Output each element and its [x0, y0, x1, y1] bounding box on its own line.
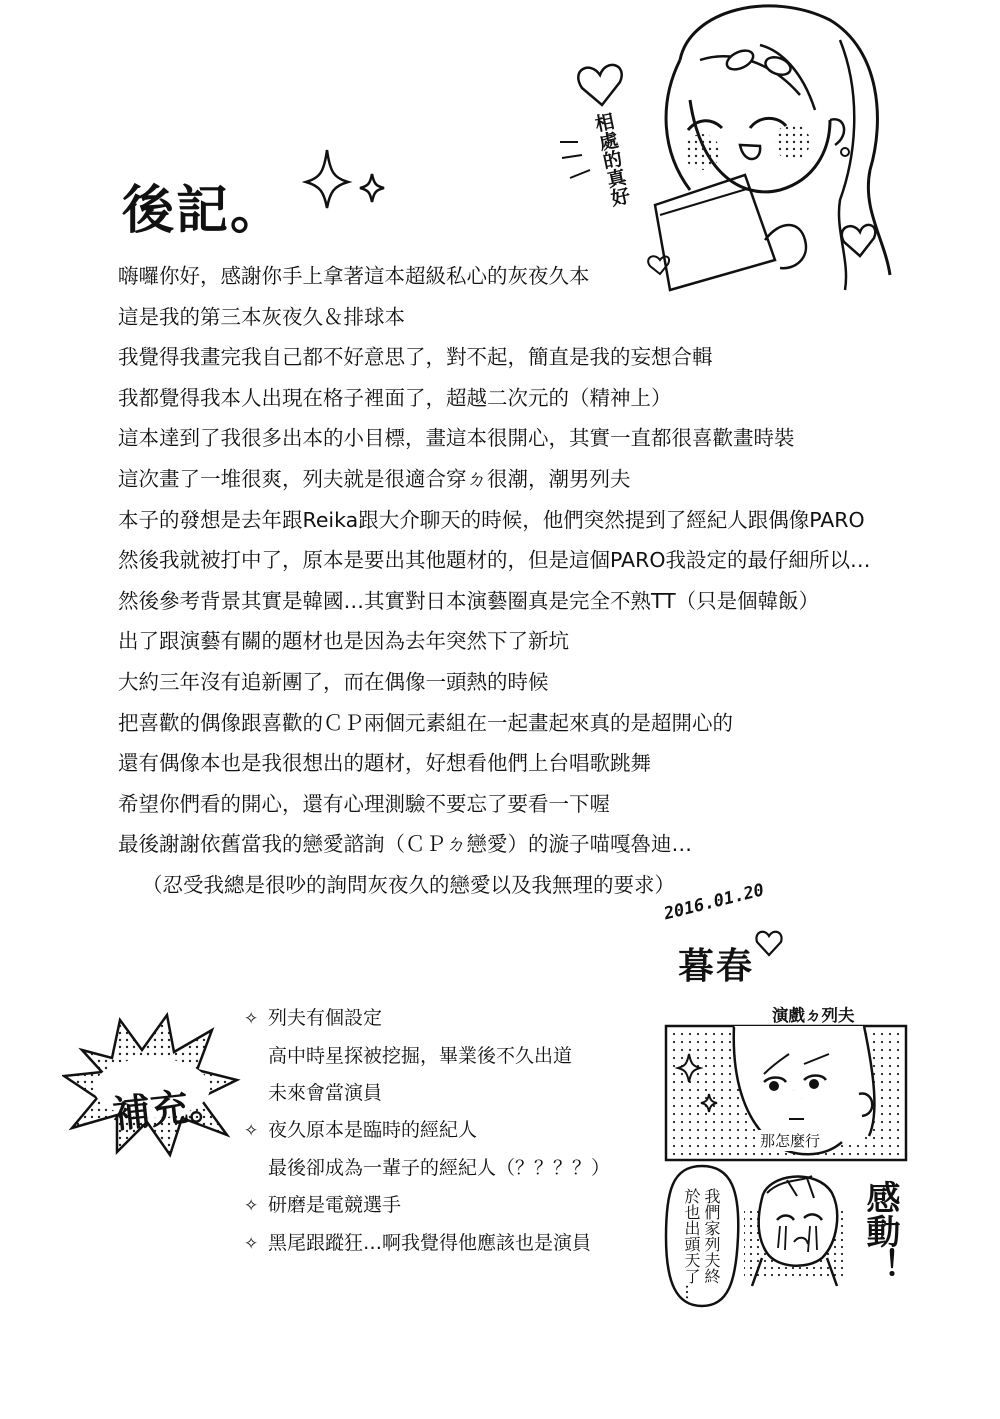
sparkle-icon [302, 142, 392, 212]
note-item: ✧ 夜久原本是臨時的經紀人 [244, 1112, 664, 1150]
afterword-line: 本子的發想是去年跟Reika跟大介聊天的時候，他們突然提到了經紀人跟偶像PARO [118, 507, 865, 532]
panel-caption: 那怎麼行 [760, 1132, 821, 1150]
page-title: 後記。 [122, 180, 285, 241]
shout-text: 感動！ [860, 1180, 900, 1282]
note-item: 最後卻成為一輩子的經紀人（？？？？） [268, 1157, 611, 1179]
bubble-text-left: 於也出頭天了… [682, 1188, 701, 1300]
note-item: ✧ 研磨是電競選手 [244, 1187, 664, 1225]
afterword-line: 然後我就被打中了，原本是要出其他題材的，但是這個PARO我設定的最仔細所以… [118, 548, 871, 573]
note-item: 高中時星探被挖掘，畢業後不久出道 [268, 1045, 573, 1067]
afterword-line: 嗨囉你好，感謝你手上拿著這本超級私心的灰夜久本 [118, 264, 590, 288]
panel-title: 演戲ㄉ列夫 [772, 1006, 855, 1025]
note-item: 未來會當演員 [268, 1082, 383, 1104]
afterword-line: 出了跟演藝有關的題材也是因為去年突然下了新坑 [118, 629, 569, 654]
afterword-body [118, 256, 871, 906]
afterword-line: 大約三年沒有追新團了，而在偶像一頭熱的時候 [118, 669, 549, 694]
afterword-line: 最後謝謝依舊當我的戀愛諮詢（ＣＰㄉ戀愛）的漩子喵嘎魯迪… [118, 832, 692, 857]
note-item: ✧ 黑尾跟蹤狂…啊我覺得他應該也是演員 [244, 1225, 664, 1263]
supplement-notes [244, 1000, 664, 1263]
sparkle-bullet-icon: ✧ [244, 1009, 259, 1029]
heart-icon [752, 928, 786, 958]
speech-text-vertical: 相處的真好 [590, 110, 632, 209]
supplement-label: 補充。 [110, 1080, 229, 1137]
afterword-line: 這是我的第三本灰夜久＆排球本 [118, 304, 405, 329]
crying-character-illustration [742, 1168, 852, 1288]
sparkle-bullet-icon: ✧ [244, 1196, 259, 1216]
sparkle-bullet-icon: ✧ [244, 1234, 259, 1254]
afterword-line: 這本達到了我很多出本的小目標，畫這本很開心，其實一直都很喜歡畫時裝 [118, 426, 795, 451]
date: 2016.01.20 [662, 880, 767, 925]
afterword-line: 把喜歡的偶像跟喜歡的ＣＰ兩個元素組在一起畫起來真的是超開心的 [118, 710, 733, 735]
afterword-line: 我覺得我畫完我自己都不好意思了，對不起，簡直是我的妄想合輯 [118, 345, 713, 370]
signature: 暮春 [678, 945, 755, 987]
note-item: ✧ 列夫有個設定 [244, 1000, 664, 1038]
afterword-line: 希望你們看的開心，還有心理測驗不要忘了要看一下喔 [118, 791, 610, 816]
afterword-line: 這次畫了一堆很爽，列夫就是很適合穿ㄉ很潮，潮男列夫 [118, 466, 631, 491]
girl-reading-illustration [540, 0, 900, 300]
afterword-line: （忍受我總是很吵的詢問灰夜久的戀愛以及我無理的要求） [142, 872, 675, 897]
afterword-line: 然後參考背景其實是韓國…其實對日本演藝圈真是完全不熟TT（只是個韓飯） [118, 588, 820, 613]
afterword-line: 我都覺得我本人出現在格子裡面了，超越二次元的（精神上） [118, 385, 672, 410]
bubble-text-right: 我們家列夫終 [702, 1188, 721, 1284]
afterword-line: 還有偶像本也是我很想出的題材，好想看他們上台唱歌跳舞 [118, 751, 651, 776]
sparkle-bullet-icon: ✧ [244, 1121, 259, 1141]
